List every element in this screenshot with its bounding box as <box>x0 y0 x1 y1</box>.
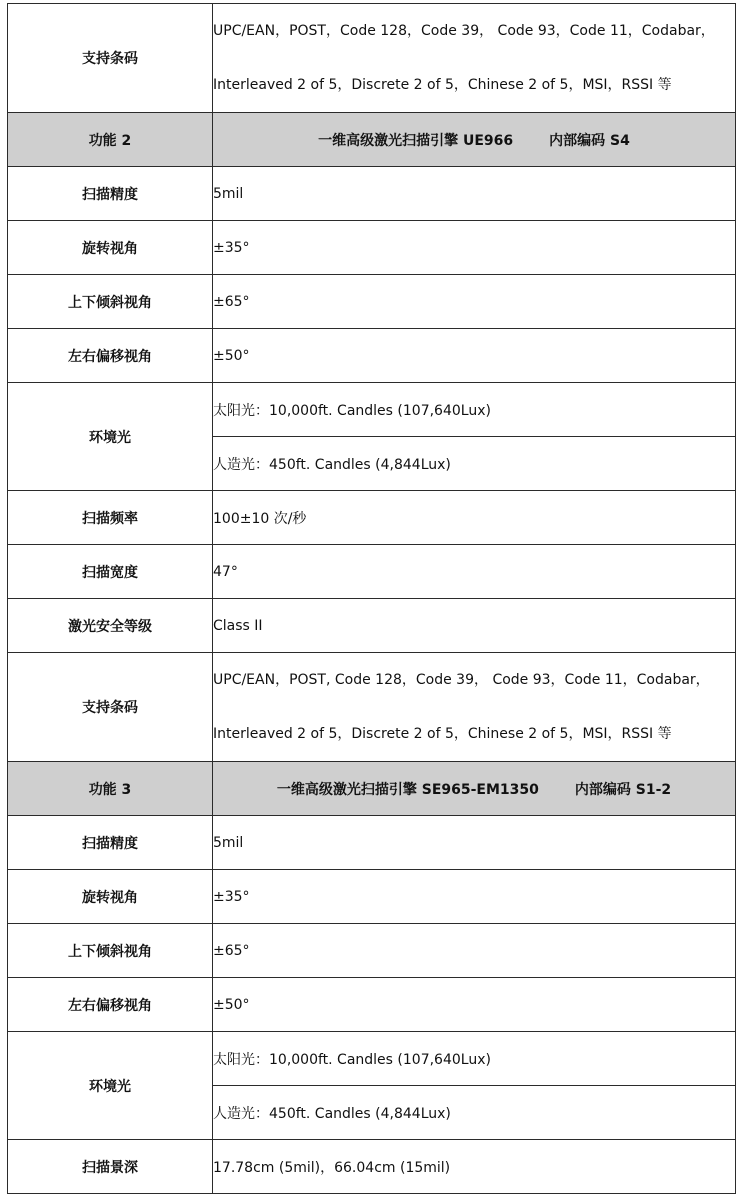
row-value: 47° <box>213 545 736 599</box>
section-header-row <box>8 113 736 167</box>
section-label: 功能 3 <box>8 762 213 816</box>
row-label: 激光安全等级 <box>8 599 213 653</box>
section-header-row <box>8 762 736 816</box>
table-row <box>8 4 736 113</box>
row-value: 17.78cm (5mil)，66.04cm (15mil) <box>213 1140 736 1194</box>
ambient-artificial: 人造光：450ft. Candles (4,844Lux) <box>213 1086 736 1140</box>
table-row <box>8 1140 736 1194</box>
row-value: Class II <box>213 599 736 653</box>
row-value: 5mil <box>213 816 736 870</box>
table-row <box>8 167 736 221</box>
table-row <box>8 653 736 762</box>
section-label: 功能 2 <box>8 113 213 167</box>
section-title <box>213 113 736 167</box>
ambient-sunlight: 太阳光：10,000ft. Candles (107,640Lux) <box>213 1032 736 1086</box>
table-row <box>8 221 736 275</box>
barcodes-line-1: UPC/EAN，POST，Code 128，Code 39， Code 93，Code 11，Codabar， <box>213 23 715 39</box>
spec-table <box>7 3 736 1194</box>
row-label: 扫描景深 <box>8 1140 213 1194</box>
table-row <box>8 491 736 545</box>
row-label: 旋转视角 <box>8 221 213 275</box>
row-value: ±65° <box>213 924 736 978</box>
table-row <box>8 275 736 329</box>
row-label: 上下倾斜视角 <box>8 924 213 978</box>
table-row <box>8 816 736 870</box>
row-label: 扫描宽度 <box>8 545 213 599</box>
table-row <box>8 978 736 1032</box>
table-row <box>8 924 736 978</box>
barcodes-line-2: Interleaved 2 of 5，Discrete 2 of 5，Chinese 2 of 5，MSI，RSSI 等 <box>213 726 672 742</box>
barcodes-line-2: Interleaved 2 of 5，Discrete 2 of 5，Chinese 2 of 5，MSI，RSSI 等 <box>213 77 672 93</box>
row-value: ±50° <box>213 329 736 383</box>
table-row <box>8 870 736 924</box>
row-label: 扫描频率 <box>8 491 213 545</box>
internal-code: 内部编码 S1-2 <box>574 781 672 798</box>
row-value: 5mil <box>213 167 736 221</box>
row-label: 支持条码 <box>8 653 213 762</box>
table-row <box>8 545 736 599</box>
row-label: 扫描精度 <box>8 167 213 221</box>
ambient-sunlight: 太阳光：10,000ft. Candles (107,640Lux) <box>213 383 736 437</box>
row-value: ±35° <box>213 221 736 275</box>
table-row <box>8 383 736 437</box>
engine-name: 一维高级激光扫描引擎 UE966 <box>318 132 514 149</box>
row-label: 环境光 <box>8 1032 213 1140</box>
row-label: 扫描精度 <box>8 816 213 870</box>
row-label: 环境光 <box>8 383 213 491</box>
row-label: 上下倾斜视角 <box>8 275 213 329</box>
internal-code: 内部编码 S4 <box>549 132 630 149</box>
row-value: ±65° <box>213 275 736 329</box>
ambient-artificial: 人造光：450ft. Candles (4,844Lux) <box>213 437 736 491</box>
row-label: 旋转视角 <box>8 870 213 924</box>
row-label: 左右偏移视角 <box>8 329 213 383</box>
row-value: ±50° <box>213 978 736 1032</box>
section-title <box>213 762 736 816</box>
row-value <box>213 653 736 762</box>
engine-name: 一维高级激光扫描引擎 SE965-EM1350 <box>276 781 539 798</box>
row-value <box>213 4 736 113</box>
table-row <box>8 599 736 653</box>
table-row <box>8 329 736 383</box>
row-label: 支持条码 <box>8 4 213 113</box>
row-value: ±35° <box>213 870 736 924</box>
row-value: 100±10 次/秒 <box>213 491 736 545</box>
barcodes-line-1: UPC/EAN，POST, Code 128，Code 39， Code 93，Code 11，Codabar， <box>213 672 710 688</box>
row-label: 左右偏移视角 <box>8 978 213 1032</box>
table-row <box>8 1032 736 1086</box>
